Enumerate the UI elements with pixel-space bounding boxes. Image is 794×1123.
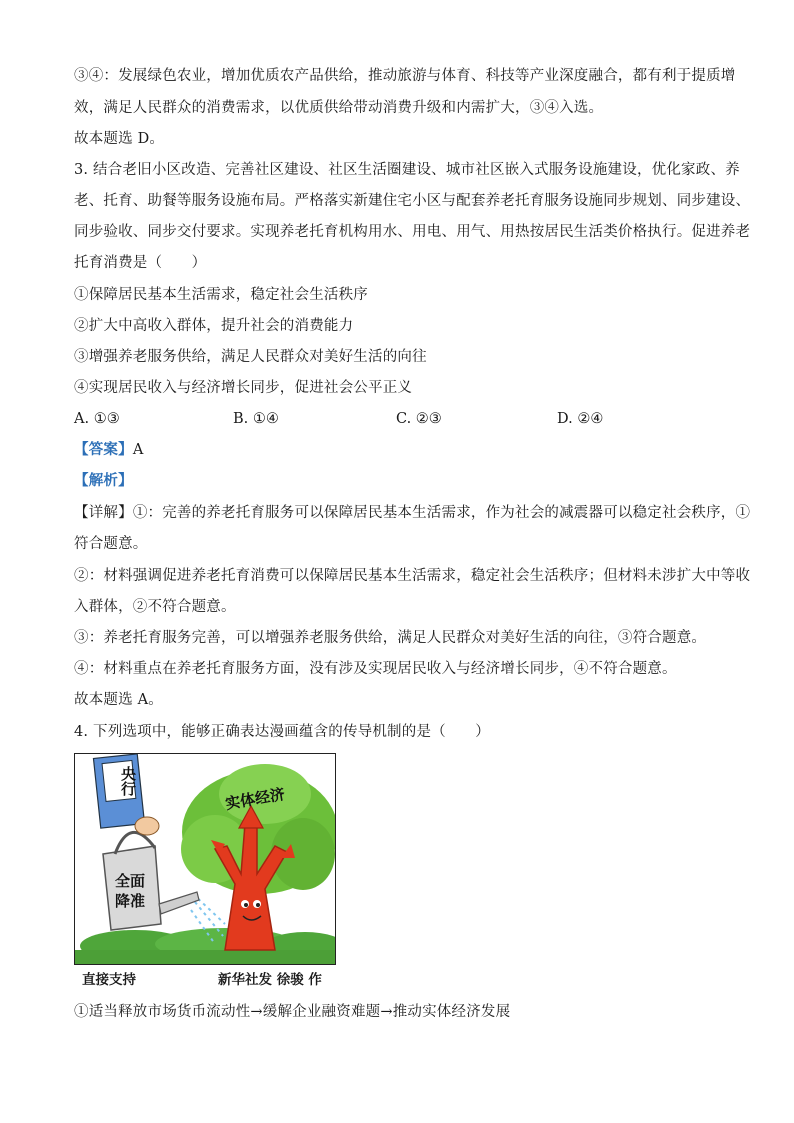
cartoon-caption-left: 直接支持 [82,972,136,988]
text-line: 老、托育、助餐等服务设施布局。严格落实新建住宅小区与配套养老托育服务设施同步规划、同步建设、 [74,193,751,209]
detail-line [74,503,750,523]
detail-tag: 【详解】 [74,505,133,521]
text-line: 效，满足人民群众的消费需求，以优质供给带动消费升级和内需扩大，③④入选。 [74,100,604,116]
answer-value: A [132,442,144,458]
cartoon-image [74,753,336,965]
text-line: ③：养老托育服务完善，可以增强养老服务供给，满足人民群众对美好生活的向往，③符合题意。 [74,630,707,646]
text-line: ④：材料重点在养老托育服务方面，没有涉及实现居民收入与经济增长同步，④不符合题意。 [74,661,677,677]
choice-item: ②扩大中高收入群体，提升社会的消费能力 [74,318,354,334]
text-line: 同步验收、同步交付要求。实现养老托育机构用水、用电、用气、用热按居民生活类价格执行。促进养老 [74,224,751,240]
option-c: C. ②③ [396,411,442,427]
analysis-tag: 【解析】 [74,472,133,489]
bucket-label-1: 全面 [115,872,146,890]
cartoon-caption-right: 新华社发 徐骏 作 [218,972,322,988]
text-line: ②：材料强调促进养老托育消费可以保障居民基本生活需求，稳定社会生活秩序；但材料未涉扩大中等收 [74,568,751,584]
choice-item: ①保障居民基本生活需求，稳定社会生活秩序 [74,287,368,303]
question-4-stem: 4. 下列选项中，能够正确表达漫画蕴含的传导机制的是（ ） [74,724,490,740]
option-a: A. ①③ [74,411,120,427]
text-line: 入群体，②不符合题意。 [74,599,236,615]
text-line: 托育消费是（ ） [74,255,207,271]
option-d: D. ②④ [557,411,604,427]
tree-label: 实体经济 [223,784,287,814]
choice-item: ③增强养老服务供给，满足人民群众对美好生活的向往 [74,349,427,365]
choice-item: ①适当释放市场货币流动性→缓解企业融资难题→推动实体经济发展 [74,1004,511,1020]
answer-tag: 【答案】 [74,441,133,458]
central-bank-label: 央行 [119,766,137,796]
bucket-label-2: 降准 [115,892,146,910]
answer-line [74,440,143,460]
option-b: B. ①④ [233,411,279,427]
choice-item: ④实现居民收入与经济增长同步，促进社会公平正义 [74,380,413,396]
analysis-line [74,471,133,491]
text-line: 故本题选 A。 [74,692,163,708]
text-line: 符合题意。 [74,536,148,552]
text-line: 故本题选 D。 [74,131,165,147]
question-3-stem: 3. 结合老旧小区改造、完善社区建设、社区生活圈建设、城市社区嵌入式服务设施建设，优化家政、养 [74,162,740,178]
detail-text: ①：完善的养老托育服务可以保障居民基本生活需求，作为社会的减震器可以稳定社会秩序，① [132,505,751,521]
text-line: ③④：发展绿色农业，增加优质农产品供给，推动旅游与体育、科技等产业深度融合，都有利于提质增 [74,68,736,84]
